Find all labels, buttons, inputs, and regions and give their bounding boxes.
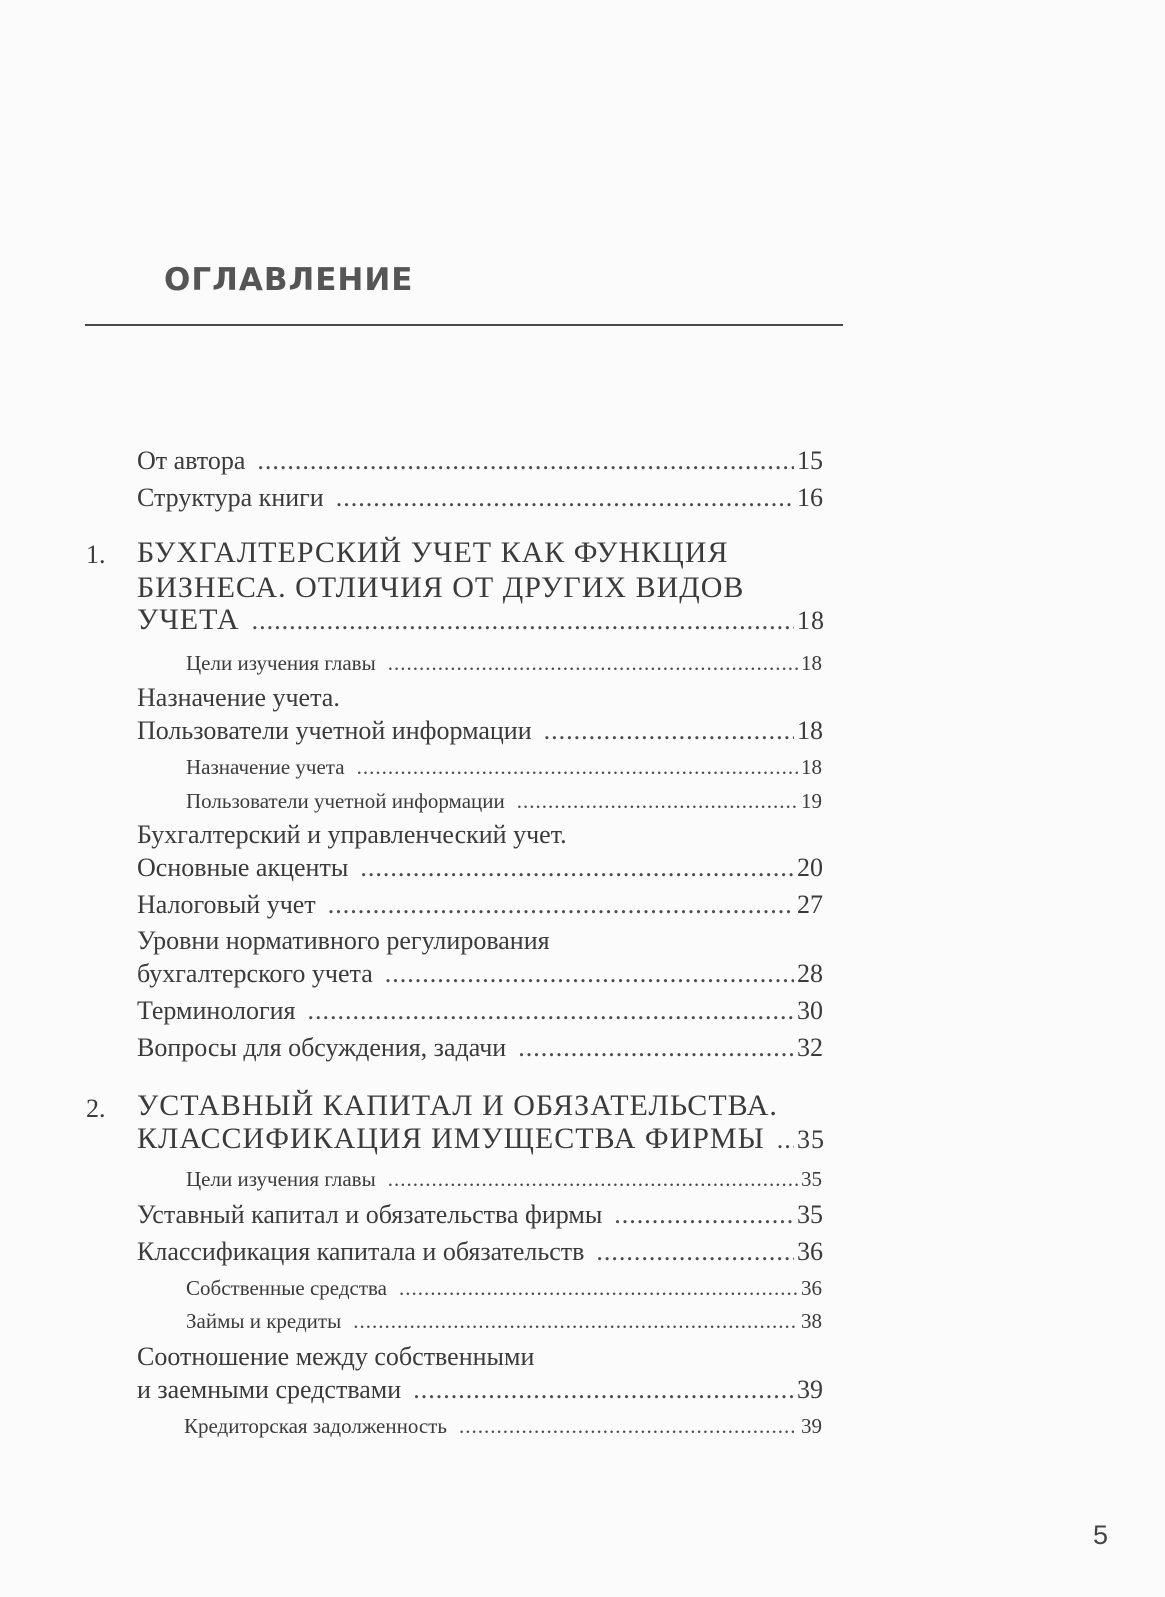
toc-subentry[interactable] bbox=[186, 1276, 822, 1301]
toc-entry-title: Бухгалтерский и управленческий учет. bbox=[137, 820, 567, 849]
toc-entry-title: Уставный капитал и обязательства фирмы bbox=[137, 1200, 603, 1229]
toc-entry-page: 15 bbox=[797, 446, 823, 475]
toc-subentry[interactable] bbox=[186, 1309, 822, 1334]
leader-dots bbox=[614, 1200, 794, 1230]
leader-dots bbox=[252, 606, 794, 636]
chapter-number: 1. bbox=[86, 540, 106, 569]
toc-entry[interactable] bbox=[137, 996, 823, 1026]
toc-entry-title: Основные акценты bbox=[137, 853, 349, 882]
leader-dots bbox=[596, 1237, 794, 1267]
title-rule bbox=[85, 324, 843, 326]
chapter-number: 2. bbox=[86, 1094, 106, 1123]
leader-dots bbox=[328, 890, 794, 920]
toc-entry[interactable] bbox=[137, 890, 823, 920]
leader-dots bbox=[517, 789, 798, 814]
leader-dots bbox=[336, 483, 794, 513]
toc-entry-page: 36 bbox=[801, 1276, 822, 1300]
chapter-title-line: УСТАВНЫЙ КАПИТАЛ И ОБЯЗАТЕЛЬСТВА. bbox=[137, 1089, 778, 1122]
toc-entry-page: 36 bbox=[797, 1237, 823, 1266]
toc-entry-title: Пользователи учетной информации bbox=[186, 789, 505, 813]
toc-entry-page: 18 bbox=[797, 606, 825, 635]
chapter-entry[interactable] bbox=[137, 603, 825, 637]
toc-entry-title: Вопросы для обсуждения, задачи bbox=[137, 1033, 507, 1062]
toc-entry-page: 18 bbox=[801, 755, 822, 779]
toc-entry[interactable] bbox=[137, 716, 823, 746]
leader-dots bbox=[413, 1375, 794, 1405]
toc-entry-page: 19 bbox=[801, 789, 822, 813]
toc-entry[interactable] bbox=[137, 1375, 823, 1405]
chapter-title-line: УЧЕТА bbox=[137, 603, 240, 636]
leader-dots bbox=[385, 959, 794, 989]
toc-entry-title: Пользователи учетной информации bbox=[137, 716, 532, 745]
toc-subentry[interactable] bbox=[186, 755, 822, 780]
leader-dots bbox=[459, 1414, 798, 1439]
chapter-title-line: БУХГАЛТЕРСКИЙ УЧЕТ КАК ФУНКЦИЯ bbox=[137, 536, 729, 569]
toc-subentry[interactable] bbox=[186, 651, 822, 676]
toc-entry-title: Цели изучения главы bbox=[186, 1167, 376, 1191]
leader-dots bbox=[257, 446, 794, 476]
toc-entry-page: 39 bbox=[797, 1375, 823, 1404]
toc-entry-title: Займы и кредиты bbox=[186, 1309, 342, 1333]
toc-entry[interactable] bbox=[137, 446, 823, 476]
toc-entry-title: бухгалтерского учета bbox=[137, 959, 373, 988]
toc-entry[interactable] bbox=[137, 1033, 823, 1063]
toc-entry-title: Соотношение между собственными bbox=[137, 1342, 535, 1371]
toc-entry-title: От автора bbox=[137, 446, 246, 475]
toc-entry-title: Назначение учета bbox=[186, 755, 345, 779]
toc-entry[interactable] bbox=[137, 1200, 823, 1230]
page-title: ОГЛАВЛЕНИЕ bbox=[164, 262, 414, 298]
leader-dots bbox=[360, 853, 794, 883]
toc-entry-page: 38 bbox=[801, 1309, 822, 1333]
toc-entry-page: 35 bbox=[797, 1125, 825, 1154]
toc-entry-page: 18 bbox=[801, 651, 822, 675]
toc-entry-page: 20 bbox=[797, 853, 823, 882]
leader-dots bbox=[357, 755, 798, 780]
toc-entry-page: 18 bbox=[797, 716, 823, 745]
chapter-title-line: БИЗНЕСА. ОТЛИЧИЯ ОТ ДРУГИХ ВИДОВ bbox=[137, 571, 745, 604]
toc-entry-title: Цели изучения главы bbox=[186, 651, 376, 675]
toc-entry-page: 28 bbox=[797, 959, 823, 988]
chapter-entry[interactable] bbox=[137, 1122, 825, 1156]
toc-entry[interactable] bbox=[137, 1237, 823, 1267]
toc-entry-page: 32 bbox=[797, 1033, 823, 1062]
toc-entry-title: Классификация капитала и обязательств bbox=[137, 1237, 585, 1266]
leader-dots bbox=[777, 1125, 794, 1155]
toc-entry[interactable] bbox=[137, 853, 823, 883]
toc-entry-title: Налоговый учет bbox=[137, 890, 316, 919]
toc-entry-title: Уровни нормативного регулирования bbox=[137, 926, 550, 955]
toc-entry-page: 16 bbox=[797, 483, 823, 512]
leader-dots bbox=[544, 716, 794, 746]
toc-subentry[interactable] bbox=[186, 789, 822, 814]
toc-entry-page: 30 bbox=[797, 996, 823, 1025]
leader-dots bbox=[308, 996, 795, 1026]
toc-entry-page: 27 bbox=[797, 890, 823, 919]
leader-dots bbox=[353, 1309, 798, 1334]
leader-dots bbox=[388, 651, 798, 676]
toc-entry-title: Назначение учета. bbox=[137, 683, 340, 712]
toc-subentry[interactable] bbox=[184, 1414, 822, 1439]
toc-entry-title: и заемными средствами bbox=[137, 1375, 402, 1404]
toc-entry[interactable] bbox=[137, 959, 823, 989]
toc-subentry[interactable] bbox=[186, 1167, 822, 1192]
toc-entry-page: 39 bbox=[801, 1414, 822, 1438]
page-number: 5 bbox=[1093, 1520, 1109, 1550]
leader-dots bbox=[518, 1033, 794, 1063]
leader-dots bbox=[399, 1276, 798, 1301]
toc-entry-page: 35 bbox=[801, 1167, 822, 1191]
chapter-title-line: КЛАССИФИКАЦИЯ ИМУЩЕСТВА ФИРМЫ bbox=[137, 1122, 765, 1155]
toc-entry[interactable] bbox=[137, 483, 823, 513]
toc-entry-page: 35 bbox=[797, 1200, 823, 1229]
toc-entry-title: Структура книги bbox=[137, 483, 324, 512]
toc-entry-title: Собственные средства bbox=[186, 1276, 387, 1300]
leader-dots bbox=[388, 1167, 798, 1192]
toc-entry-title: Терминология bbox=[137, 996, 296, 1025]
toc-entry-title: Кредиторская задолженность bbox=[184, 1414, 447, 1438]
